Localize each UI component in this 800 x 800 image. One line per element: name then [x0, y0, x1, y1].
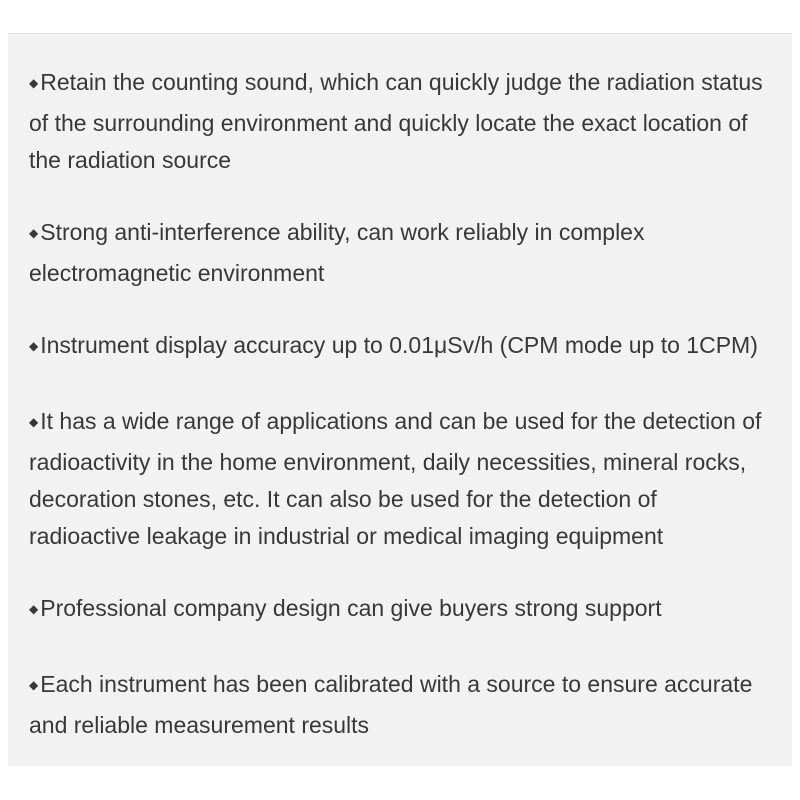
diamond-bullet-icon: ◆	[29, 602, 39, 616]
diamond-bullet-icon: ◆	[29, 678, 39, 692]
feature-text: Strong anti-interference ability, can work reliably in complex electromagnetic environment	[29, 219, 645, 286]
feature-item	[29, 666, 772, 744]
feature-item	[29, 214, 772, 292]
feature-text: Each instrument has been calibrated with a source to ensure accurate and reliable measurement results	[29, 671, 753, 738]
feature-text: Professional company design can give buyers strong support	[40, 595, 662, 621]
feature-list-panel	[8, 33, 792, 766]
feature-item	[29, 64, 772, 179]
diamond-bullet-icon: ◆	[29, 226, 39, 240]
feature-text: It has a wide range of applications and can be used for the detection of radioactivity in the home environment, daily necessities, mineral rocks, decoration stones, etc. It can also be used for the detection of radioactive leakage in industrial or medical imaging equipment	[29, 408, 762, 549]
diamond-bullet-icon: ◆	[29, 415, 39, 429]
diamond-bullet-icon: ◆	[29, 339, 39, 353]
feature-item	[29, 590, 772, 631]
diamond-bullet-icon: ◆	[29, 76, 39, 90]
feature-item	[29, 403, 772, 555]
feature-text: Instrument display accuracy up to 0.01μSv/h (CPM mode up to 1CPM)	[40, 332, 758, 358]
feature-text: Retain the counting sound, which can quickly judge the radiation status of the surrounding environment and quickly locate the exact location of the radiation source	[29, 69, 763, 173]
feature-item	[29, 327, 772, 368]
